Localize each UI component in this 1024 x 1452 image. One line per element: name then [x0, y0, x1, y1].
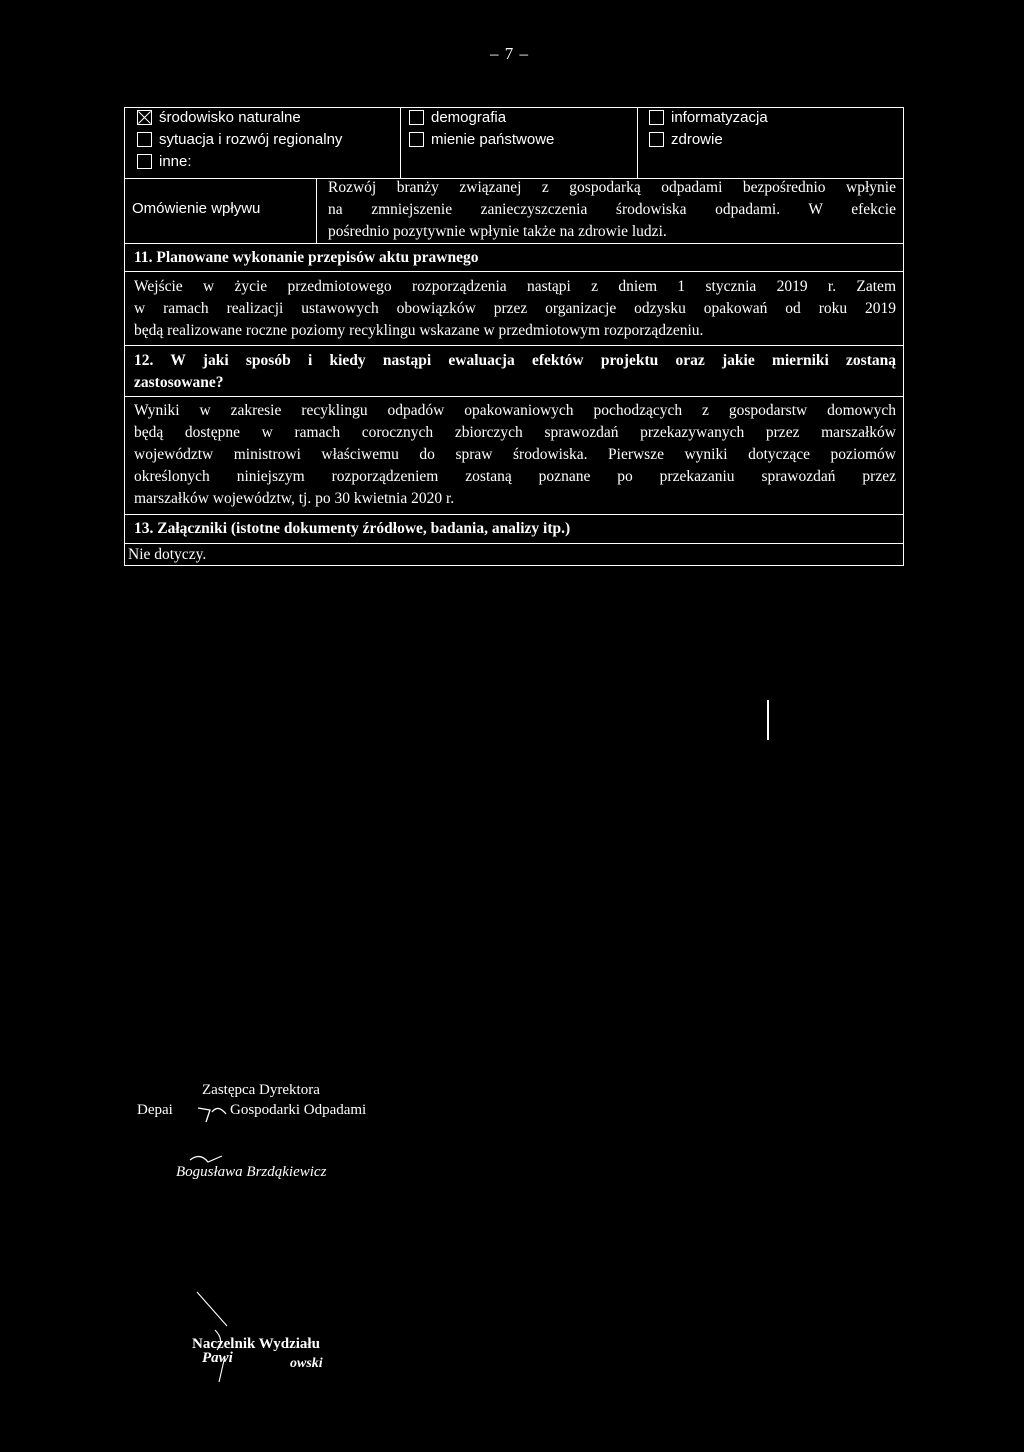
impact-discussion-line: na zmniejszenie zanieczyszczenia środowiska odpadami. W efekcie	[328, 201, 896, 218]
table-left-border	[124, 179, 125, 243]
checkbox-row	[137, 109, 301, 126]
stamp-name-left: Pawi	[202, 1350, 233, 1366]
table-right-border	[903, 179, 904, 243]
section-13-heading: 13. Załączniki (istotne dokumenty źródłowe, badania, analizy itp.)	[134, 520, 571, 537]
section-12-heading-cont: zastosowane?	[134, 374, 224, 391]
checkbox[interactable]	[649, 132, 664, 147]
stamp-name: Bogusława Brzdąkiewicz	[176, 1164, 327, 1180]
row-border	[124, 543, 904, 544]
section-11-line: w ramach realizacji ustawowych obowiązków przez organizacje odzysku opakowań od roku 2019	[134, 300, 896, 317]
row-border	[124, 396, 904, 397]
checkbox[interactable]	[137, 132, 152, 147]
section-11-line: Wejście w życie przedmiotowego rozporządzenia nastąpi z dniem 1 stycznia 2019 r. Zatem	[134, 278, 896, 295]
checkbox[interactable]	[409, 132, 424, 147]
checkbox-row	[409, 109, 506, 126]
checkbox-row	[137, 131, 342, 148]
row-border	[124, 271, 904, 272]
stamp-title: Zastępca Dyrektora	[202, 1082, 320, 1098]
stamp-department-right: Gospodarki Odpadami	[230, 1102, 367, 1118]
checkbox-label: środowisko naturalne	[159, 109, 301, 126]
section-12-line: marszałków województw, tj. po 30 kwietnia 2020 r.	[134, 490, 455, 507]
checkbox-label: sytuacja i rozwój regionalny	[159, 131, 343, 148]
table-left-border	[124, 514, 125, 566]
table-divider	[637, 107, 638, 179]
checkbox[interactable]	[649, 110, 664, 125]
handwritten-signature-mark	[186, 1150, 226, 1174]
checkbox-label: zdrowie	[671, 131, 723, 148]
checkbox-checked[interactable]	[137, 110, 152, 125]
table-right-border	[903, 345, 904, 515]
section-13-text: Nie dotyczy.	[128, 546, 207, 563]
table-divider	[316, 179, 317, 243]
checkbox-row	[649, 109, 768, 126]
checkbox-label: mienie państwowe	[431, 131, 555, 148]
row-border	[124, 243, 904, 244]
table-right-border	[903, 243, 904, 345]
impact-discussion-line: Rozwój branży związanej z gospodarką odpadami bezpośrednio wpłynie	[328, 179, 896, 196]
section-11-heading: 11. Planowane wykonanie przepisów aktu prawnego	[134, 249, 479, 266]
section-12-line: województw ministrowi właściwemu do spraw środowiska. Pierwsze wyniki dotyczące poziomów	[134, 446, 896, 463]
table-left-border	[124, 345, 125, 515]
section-12-line: określonych niniejszym rozporządzeniem zostaną poznane po przekazaniu sprawozdań przez	[134, 468, 896, 485]
row-border	[124, 345, 904, 346]
stamp-title: Naczelnik Wydziału	[192, 1336, 320, 1352]
table-divider	[400, 107, 401, 179]
row-border	[124, 514, 904, 515]
stamp-department-left: Depai	[137, 1102, 173, 1118]
impact-discussion-line: pośrednio pozytywnie wpłynie także na zdrowie ludzi.	[328, 223, 667, 240]
checkbox[interactable]	[409, 110, 424, 125]
impact-discussion-label: Omówienie wpływu	[132, 200, 261, 217]
checkbox-label: informatyzacja	[671, 109, 768, 126]
page-number: – 7 –	[490, 44, 529, 63]
section-11-line: będą realizowane roczne poziomy recyklingu wskazane w przedmiotowym rozporządzeniu.	[134, 322, 704, 339]
stamp-name-right: owski	[290, 1356, 323, 1371]
checkbox-row	[649, 131, 723, 148]
checkbox-row	[137, 153, 192, 170]
checkbox[interactable]	[137, 154, 152, 169]
scan-mark	[767, 700, 769, 740]
table-bottom-border	[124, 565, 904, 566]
section-12-line: będą dostępne w ramach corocznych zbiorczych sprawozdań przekazywanych przez marszałków	[134, 424, 896, 441]
section-12-heading: 12. W jaki sposób i kiedy nastąpi ewaluacja efektów projektu oraz jakie mierniki zostaną	[134, 352, 896, 369]
checkbox-row	[409, 131, 554, 148]
table-left-border	[124, 243, 125, 345]
handwritten-signature-mark	[196, 1100, 232, 1124]
section-12-line: Wyniki w zakresie recyklingu odpadów opakowaniowych pochodzących z gospodarstw domowych	[134, 402, 896, 419]
table-right-border	[903, 514, 904, 566]
checkbox-label: inne:	[159, 153, 192, 170]
checkbox-label: demografia	[431, 109, 507, 126]
